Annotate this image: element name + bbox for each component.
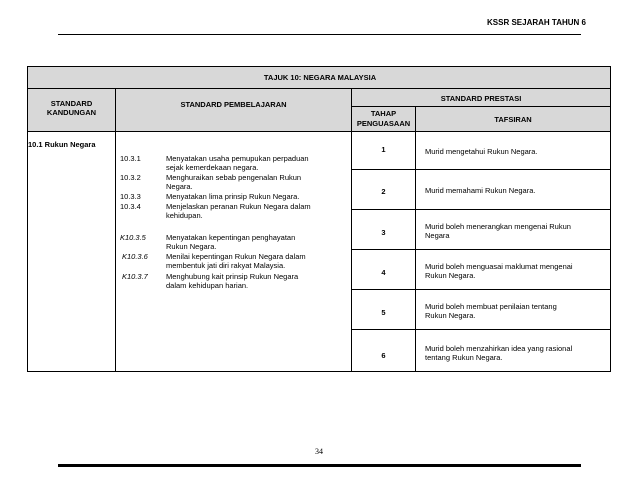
sp-code: 10.3.3 xyxy=(120,192,141,201)
sp-code: K10.3.7 xyxy=(122,272,148,281)
tafsiran-line: Murid memahami Rukun Negara. xyxy=(425,186,536,195)
page-number: 34 xyxy=(315,447,323,456)
standards-table xyxy=(27,66,611,372)
tafsiran-line: Murid mengetahui Rukun Negara. xyxy=(425,147,538,156)
tafsiran-line: tentang Rukun Negara. xyxy=(425,353,503,362)
header-divider xyxy=(58,34,581,35)
sp-code: K10.3.6 xyxy=(122,252,148,261)
sp-line: Menyatakan kepentingan penghayatan xyxy=(166,233,296,242)
sp-line: Menghuraikan sebab pengenalan Rukun xyxy=(166,173,302,182)
sp-code: 10.3.2 xyxy=(120,173,141,182)
tahap-number: 6 xyxy=(381,351,386,360)
sp-code: 10.3.1 xyxy=(120,154,141,163)
tafsiran-line: Murid boleh menzahirkan idea yang rasional xyxy=(425,344,573,353)
sp-line: kehidupan. xyxy=(166,211,203,220)
rule xyxy=(351,329,610,330)
rule xyxy=(351,106,610,107)
rule xyxy=(351,249,610,250)
rule xyxy=(415,106,416,372)
tafsiran-line: Rukun Negara. xyxy=(425,311,476,320)
sp-line: Negara. xyxy=(166,182,193,191)
header-tahap-1: TAHAP xyxy=(370,109,397,118)
tafsiran-line: Murid boleh menguasai maklumat mengenai xyxy=(425,262,573,271)
sp-line: Menghubung kait prinsip Rukun Negara xyxy=(166,272,299,281)
header-standard-kandungan-2: KANDUNGAN xyxy=(46,108,97,117)
tafsiran-line: Murid boleh menerangkan mengenai Rukun xyxy=(425,222,571,231)
sp-line: Menjelaskan peranan Rukun Negara dalam xyxy=(166,202,311,211)
sp-line: sejak kemerdekaan negara. xyxy=(166,163,259,172)
standard-kandungan-text: 10.1 Rukun Negara xyxy=(28,140,96,149)
rule xyxy=(351,289,610,290)
tahap-number: 4 xyxy=(381,268,386,277)
header-standard-pembelajaran: STANDARD PEMBELAJARAN xyxy=(180,100,287,109)
header-standard-kandungan-1: STANDARD xyxy=(50,99,93,108)
table-title: TAJUK 10: NEGARA MALAYSIA xyxy=(263,73,377,82)
rule xyxy=(115,88,116,372)
tafsiran-line: Negara xyxy=(425,231,450,240)
footer-divider xyxy=(58,464,581,467)
document-header-title: KSSR SEJARAH TAHUN 6 xyxy=(487,18,586,27)
header-standard-prestasi: STANDARD PRESTASI xyxy=(440,94,522,103)
sp-line: Menyatakan lima prinsip Rukun Negara. xyxy=(166,192,300,201)
tahap-number: 2 xyxy=(381,187,386,196)
tahap-number: 1 xyxy=(381,145,386,154)
rule xyxy=(351,169,610,170)
tafsiran-line: Murid boleh membuat penilaian tentang xyxy=(425,302,557,311)
rule xyxy=(351,209,610,210)
tahap-number: 3 xyxy=(381,228,386,237)
tafsiran-line: Rukun Negara. xyxy=(425,271,476,280)
sp-line: Menyatakan usaha pemupukan perpaduan xyxy=(166,154,309,163)
sp-code: K10.3.5 xyxy=(120,233,146,242)
sp-line: Rukun Negara. xyxy=(166,242,217,251)
tahap-number: 5 xyxy=(381,308,386,317)
sp-line: Menilai kepentingan Rukun Negara dalam xyxy=(166,252,306,261)
header-tafsiran: TAFSIRAN xyxy=(494,115,532,124)
sp-line: membentuk jati diri rakyat Malaysia. xyxy=(166,261,286,270)
sp-code: 10.3.4 xyxy=(120,202,141,211)
header-tahap-2: PENGUASAAN xyxy=(356,119,411,128)
sp-line: dalam kehidupan harian. xyxy=(166,281,249,290)
